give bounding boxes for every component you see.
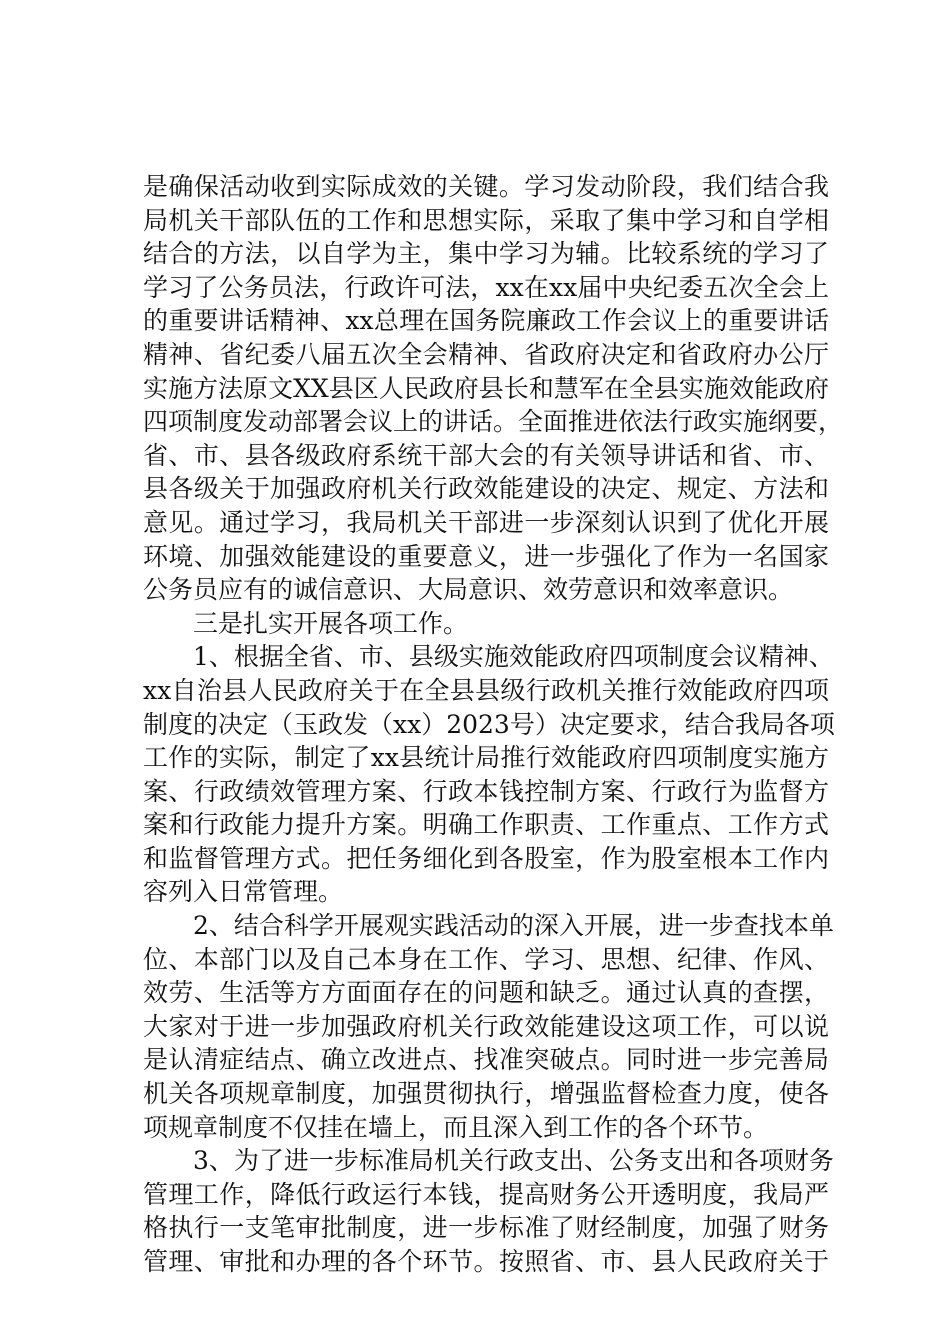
text-line: 大家对于进一步加强政府机关行政效能建设这项工作，可以说 [143,1011,829,1041]
text-line: 效劳、生活等方方面面存在的问题和缺乏。通过认真的查摆， [143,978,829,1008]
text-line: 实施方法原文XX县区人民政府县长和慧军在全县实施效能政府 [143,373,829,403]
text-line: 是确保活动收到实际成效的关键。学习发动阶段，我们结合我 [143,172,829,201]
text-line: xx自治县人民政府关于在全县县级行政机关推行效能政府四项 [143,675,829,705]
text-line: 的重要讲话精神、xx总理在国务院廉政工作会议上的重要讲话 [143,306,829,336]
text-line: 项规章制度不仅挂在墙上，而且深入到工作的各个环节。 [143,1112,769,1142]
text-line: 机关各项规章制度，加强贯彻执行，增强监督检查力度，使各 [143,1079,829,1109]
text-line: 容列入日常管理。 [143,877,344,907]
text-line: 精神、省纪委八届五次全会精神、省政府决定和省政府办公厅 [143,339,829,369]
text-line: 县各级关于加强政府机关行政效能建设的决定、规定、方法和 [143,474,829,504]
text-line: 管理、审批和办理的各个环节。按照省、市、县人民政府关于 [143,1247,829,1276]
text-line: 2、结合科学开展观实践活动的深入开展，进一步查找本单 [193,911,834,941]
text-line: 四项制度发动部署会议上的讲话。全面推进依法行政实施纲要， [143,407,844,437]
text-line: 省、市、县各级政府系统干部大会的有关领导讲话和省、市、 [143,440,829,470]
text-line: 格执行一支笔审批制度，进一步标准了财经制度，加强了财务 [143,1213,829,1243]
section-heading: 三是扎实开展各项工作。 [193,608,469,638]
text-line: 管理工作，降低行政运行本钱，提高财务公开透明度，我局严 [143,1179,829,1209]
text-line: 案和行政能力提升方案。明确工作职责、工作重点、工作方式 [143,810,829,840]
text-line: 学习了公务员法，行政许可法，xx在xx届中央纪委五次全会上 [143,272,829,302]
text-line: 公务员应有的诚信意识、大局意识、效劳意识和效率意识。 [143,575,794,605]
text-line: 和监督管理方式。把任务细化到各股室，作为股室根本工作内 [143,843,829,873]
text-line: 结合的方法，以自学为主，集中学习为辅。比较系统的学习了 [143,239,829,269]
text-line: 环境、加强效能建设的重要意义，进一步强化了作为一名国家 [143,541,829,571]
document-body [143,170,844,1279]
text-line: 意见。通过学习，我局机关干部进一步深刻认识到了优化开展 [143,507,829,537]
text-line: 位、本部门以及自己本身在工作、学习、思想、纪律、作风、 [143,944,829,974]
text-line: 是认清症结点、确立改进点、找准突破点。同时进一步完善局 [143,1045,829,1075]
text-line: 工作的实际，制定了xx县统计局推行效能政府四项制度实施方 [143,743,829,773]
text-line: 案、行政绩效管理方案、行政本钱控制方案、行政行为监督方 [143,776,829,806]
text-line: 制度的决定（玉政发（xx）2023号）决定要求，结合我局各项 [143,709,835,739]
text-line: 局机关干部队伍的工作和思想实际，采取了集中学习和自学相 [143,205,829,235]
text-line: 1、根据全省、市、县级实施效能政府四项制度会议精神、 [193,642,834,672]
text-line: 3、为了进一步标准局机关行政支出、公务支出和各项财务 [193,1146,834,1176]
